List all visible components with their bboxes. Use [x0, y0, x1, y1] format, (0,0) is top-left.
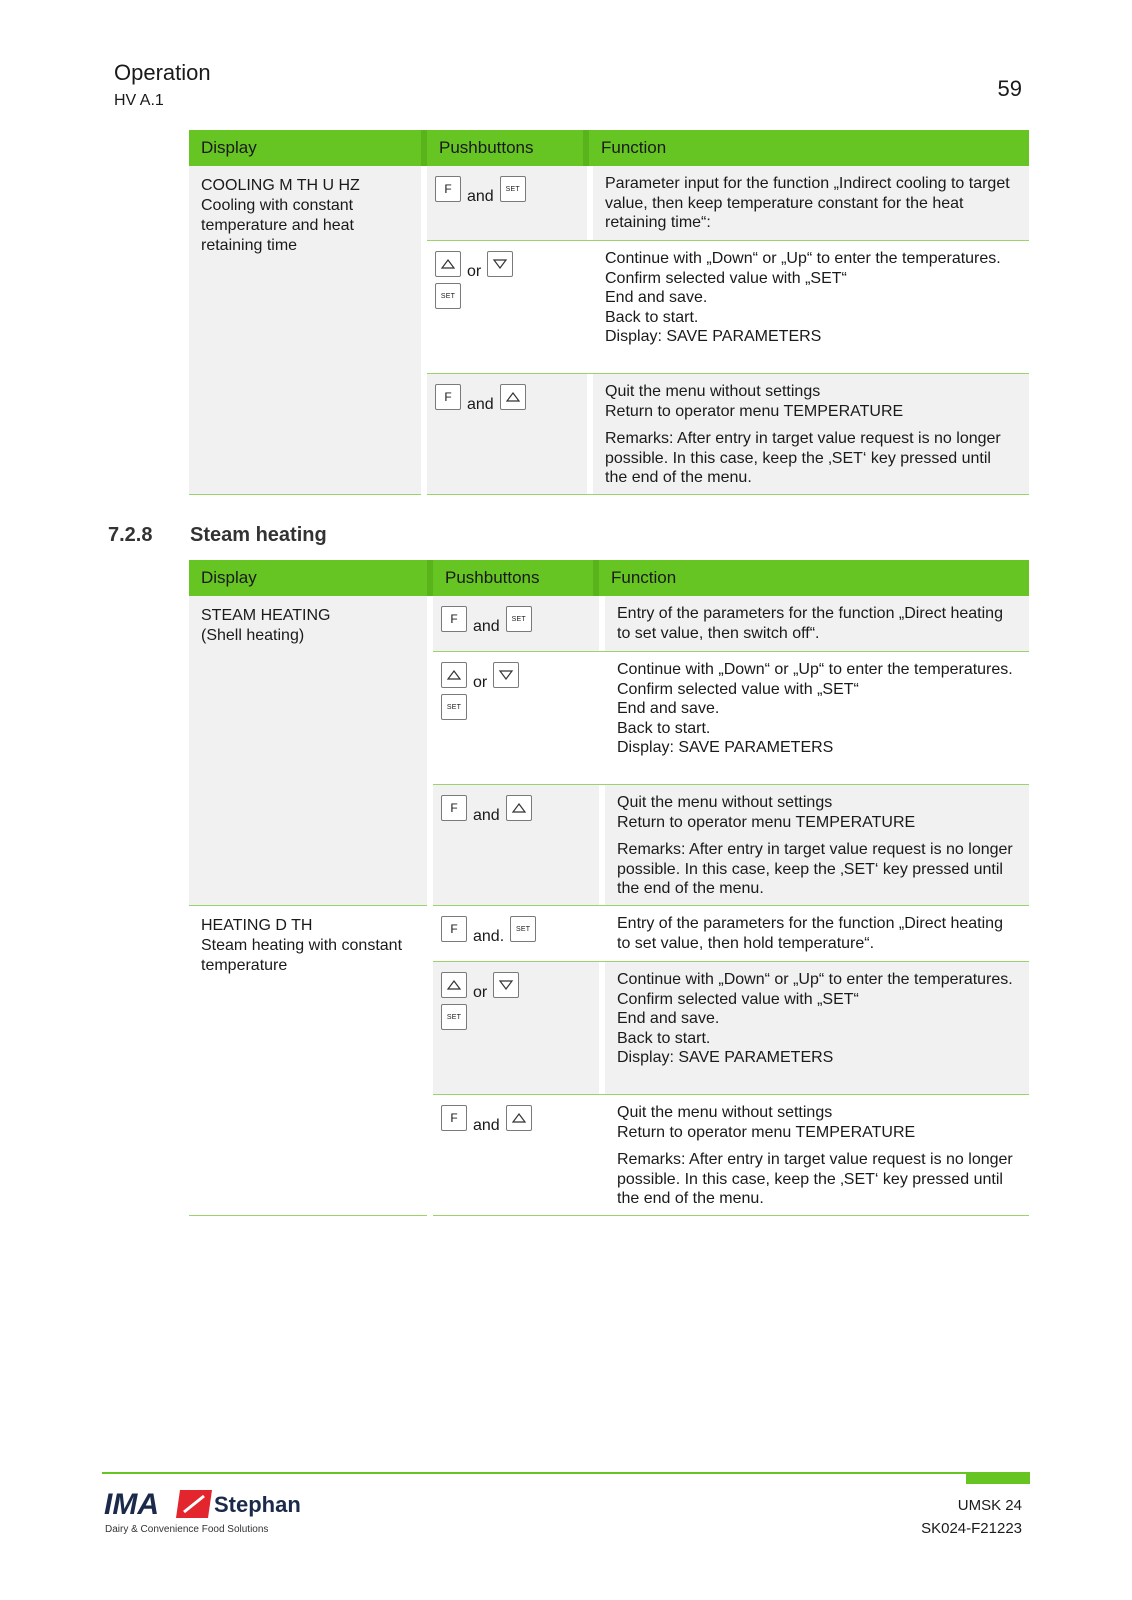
table-cooling	[189, 130, 1029, 495]
table-row	[427, 241, 1029, 374]
pushbutton-cell	[433, 785, 599, 905]
table-row	[433, 1095, 1029, 1216]
f-key-icon: F	[435, 384, 461, 410]
pushbutton-cell	[433, 1095, 599, 1215]
conjunction-text: and	[467, 188, 494, 205]
function-text: End and save.	[605, 289, 708, 306]
set-key-icon: SET	[441, 694, 467, 720]
arrow-up-key-icon	[506, 1105, 532, 1131]
display-description: Cooling with constant temperature and heat retaining time	[201, 197, 354, 254]
arrow-up-key-icon	[441, 662, 467, 688]
function-text: Quit the menu without settings	[605, 383, 821, 400]
pushbutton-cell	[427, 166, 587, 240]
table-row	[433, 596, 1029, 652]
table-row-group	[189, 596, 1029, 906]
table-row	[427, 374, 1029, 495]
table-row	[427, 166, 1029, 241]
pushbutton-cell	[433, 906, 599, 961]
ima-stephan-logo	[104, 1484, 301, 1529]
function-text: Return to operator menu TEMPERATURE	[605, 402, 904, 420]
chapter-title: Operation	[114, 60, 211, 85]
column-header-function: Function	[611, 568, 677, 587]
arrow-up-key-icon	[500, 384, 526, 410]
display-description: Steam heating with constant temperature	[201, 937, 403, 974]
section-number: 7.2.8	[108, 524, 153, 546]
function-text: Parameter input for the function „Indirect cooling to target value, then keep temperature constant for the heat retaining time“:	[605, 175, 1010, 231]
function-cell	[593, 166, 1029, 240]
function-text: Entry of the parameters for the function „Direct heating to set value, then switch off“.	[617, 605, 1003, 642]
table-row-group	[189, 166, 1029, 495]
conjunction-text: or	[467, 263, 482, 280]
arrow-down-key-icon	[487, 251, 513, 277]
pushbutton-cell	[427, 241, 587, 373]
set-key-icon: SET	[500, 176, 526, 202]
document-codes	[921, 1494, 1022, 1540]
display-cell	[189, 906, 427, 1216]
arrow-down-key-icon	[493, 662, 519, 688]
function-text: Return to operator menu TEMPERATURE	[617, 1123, 916, 1141]
function-text: Confirm selected value with „SET“	[617, 680, 859, 698]
function-cell	[593, 374, 1029, 494]
arrow-up-key-icon	[506, 795, 532, 821]
set-key-icon: SET	[435, 283, 461, 309]
display-cell	[189, 166, 421, 495]
column-header-display: Display	[201, 568, 257, 587]
f-key-icon: F	[441, 606, 467, 632]
display-code: STEAM HEATING	[201, 607, 331, 624]
arrow-down-key-icon	[493, 972, 519, 998]
column-header-pushbuttons: Pushbuttons	[445, 568, 540, 587]
conjunction-text: and	[467, 396, 494, 413]
logo-text-stephan: Stephan	[214, 1492, 301, 1517]
table-header	[189, 130, 1029, 166]
function-text: Back to start.	[617, 1029, 711, 1047]
function-text: Display: SAVE PARAMETERS	[617, 1049, 834, 1066]
table-steam-heating	[189, 560, 1029, 1216]
f-key-icon: F	[441, 795, 467, 821]
pushbutton-cell	[433, 962, 599, 1094]
arrow-up-key-icon	[435, 251, 461, 277]
function-cell	[605, 652, 1029, 784]
logo-text-ima: IMA	[104, 1488, 159, 1521]
remark-text: Remarks: After entry in target value request is no longer possible. In this case, keep the ‚SET‘ key pressed until the end of the menu.	[617, 841, 1013, 897]
function-text: Continue with „Down“ or „Up“ to enter the temperatures.	[617, 971, 1013, 988]
table-row	[433, 785, 1029, 906]
conjunction-text: and	[473, 1117, 500, 1134]
pushbutton-cell	[427, 374, 587, 494]
function-text: Quit the menu without settings	[617, 1104, 833, 1121]
function-cell	[605, 906, 1029, 961]
remark-text: Remarks: After entry in target value request is no longer possible. In this case, keep the ‚SET‘ key pressed until the end of the menu.	[605, 430, 1001, 486]
function-text: Continue with „Down“ or „Up“ to enter the temperatures.	[605, 250, 1001, 267]
function-text: Confirm selected value with „SET“	[605, 269, 847, 287]
conjunction-text: or	[473, 674, 488, 691]
function-cell	[593, 241, 1029, 373]
chapter-subtitle: HV A.1	[114, 92, 164, 109]
column-header-pushbuttons: Pushbuttons	[439, 138, 534, 157]
page-header	[114, 60, 211, 110]
arrow-up-key-icon	[441, 972, 467, 998]
function-cell	[605, 785, 1029, 905]
function-cell	[605, 596, 1029, 651]
display-code: HEATING D TH	[201, 917, 313, 934]
function-text: Back to start.	[605, 308, 699, 326]
f-key-icon: F	[441, 916, 467, 942]
conjunction-text: and.	[473, 928, 505, 945]
conjunction-text: and	[473, 807, 500, 824]
pushbutton-cell	[433, 652, 599, 784]
column-header-function: Function	[601, 138, 667, 157]
document-code: UMSK 24	[957, 1497, 1022, 1514]
page-number: 59	[997, 76, 1022, 101]
conjunction-text: or	[473, 984, 488, 1001]
function-text: Return to operator menu TEMPERATURE	[617, 813, 916, 831]
remark-text: Remarks: After entry in target value request is no longer possible. In this case, keep the ‚SET‘ key pressed until the end of the menu.	[617, 1151, 1013, 1207]
function-text: Display: SAVE PARAMETERS	[605, 328, 822, 345]
function-text: Continue with „Down“ or „Up“ to enter the temperatures.	[617, 661, 1013, 678]
set-key-icon: SET	[506, 606, 532, 632]
function-text: End and save.	[617, 1010, 720, 1027]
table-row-group	[189, 906, 1029, 1216]
table-header	[189, 560, 1029, 596]
conjunction-text: and	[473, 618, 500, 635]
footer-divider	[102, 1472, 1030, 1474]
section-heading	[108, 524, 327, 547]
footer-accent-block	[966, 1474, 1030, 1484]
function-text: Display: SAVE PARAMETERS	[617, 739, 834, 756]
function-text: End and save.	[617, 700, 720, 717]
function-text: Confirm selected value with „SET“	[617, 990, 859, 1008]
f-key-icon: F	[441, 1105, 467, 1131]
display-description: (Shell heating)	[201, 627, 305, 644]
f-key-icon: F	[435, 176, 461, 202]
function-cell	[605, 1095, 1029, 1215]
column-header-display: Display	[201, 138, 257, 157]
pushbutton-cell	[433, 596, 599, 651]
function-cell	[605, 962, 1029, 1094]
display-cell	[189, 596, 427, 906]
table-row	[433, 652, 1029, 785]
display-code: COOLING M TH U HZ	[201, 177, 360, 194]
function-text: Quit the menu without settings	[617, 794, 833, 811]
section-title: Steam heating	[190, 524, 327, 546]
set-key-icon: SET	[441, 1004, 467, 1030]
set-key-icon: SET	[510, 916, 536, 942]
table-row	[433, 906, 1029, 962]
logo-tagline: Dairy & Convenience Food Solutions	[105, 1524, 269, 1535]
table-row	[433, 962, 1029, 1095]
function-text: Entry of the parameters for the function „Direct heating to set value, then hold temperature“.	[617, 915, 1003, 952]
function-text: Back to start.	[617, 719, 711, 737]
document-code: SK024-F21223	[921, 1520, 1022, 1537]
